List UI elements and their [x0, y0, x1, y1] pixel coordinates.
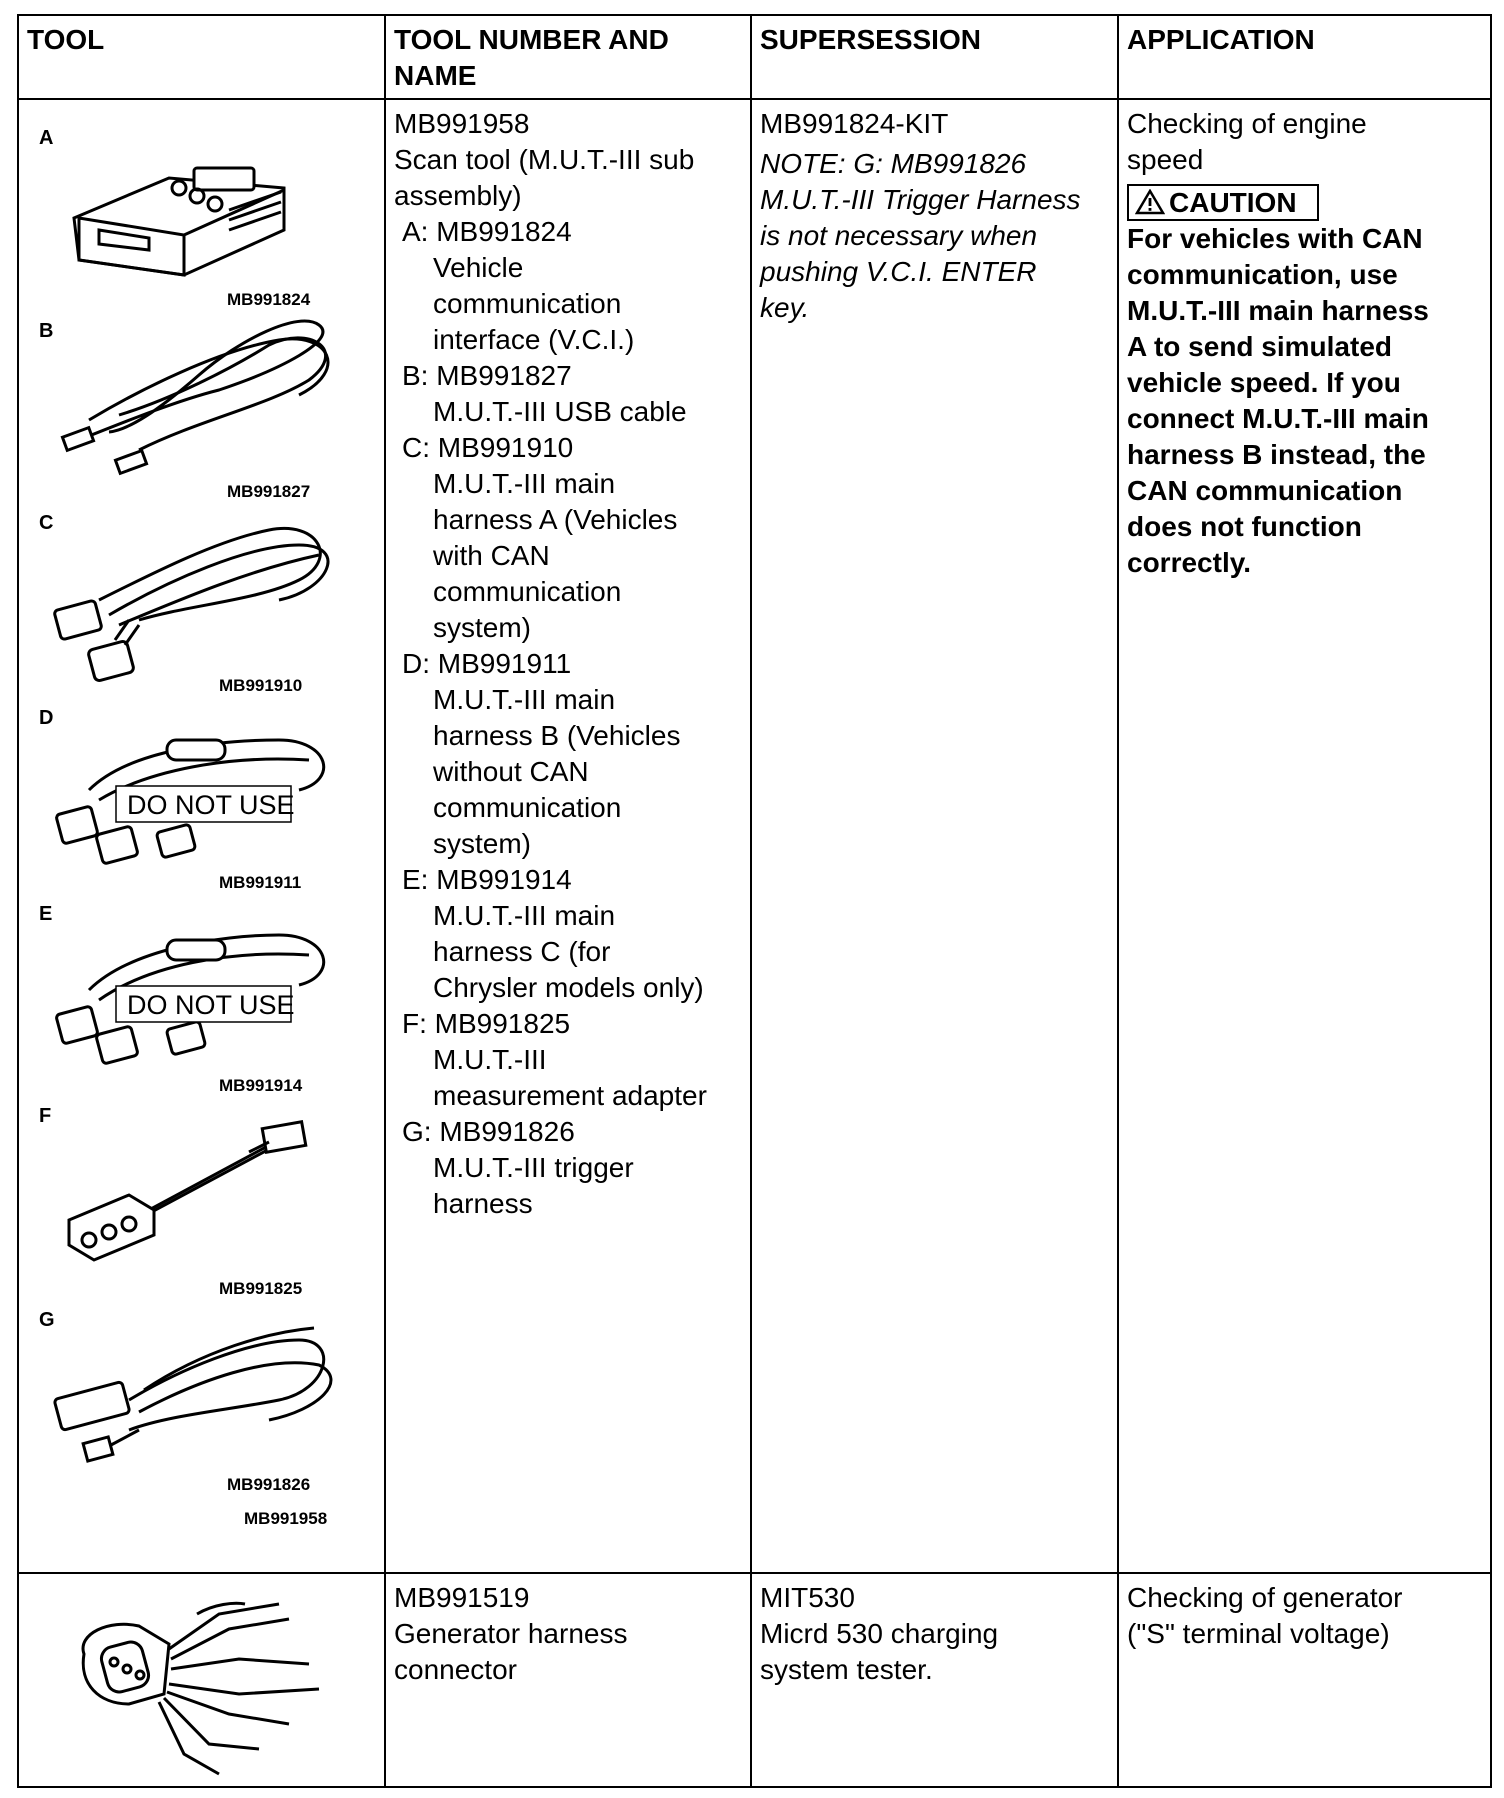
- table-row: [18, 1573, 1491, 1787]
- header-row: [18, 15, 1491, 99]
- main-harness-a-icon: [54, 528, 328, 681]
- header-tool-label: TOOL: [27, 24, 105, 55]
- kit-item-desc: M.U.T.-III USB cable: [433, 396, 687, 427]
- kit-item-desc: system): [433, 828, 531, 859]
- kit-item-head: G: MB991826: [402, 1116, 575, 1147]
- kit-item-desc: M.U.T.-III: [433, 1044, 547, 1075]
- tool-letter: A: [39, 127, 54, 149]
- caution-line: correctly.: [1127, 547, 1251, 578]
- caution-box: [1127, 184, 1319, 221]
- tool-number-cell: [385, 1573, 751, 1787]
- note-line: is not necessary when: [760, 220, 1038, 251]
- supersession-line: system tester.: [760, 1654, 933, 1685]
- kit-item-desc: without CAN: [433, 756, 589, 787]
- kit-item-desc: M.U.T.-III main: [433, 468, 616, 499]
- caution-line: harness B instead, the: [1127, 439, 1426, 470]
- part-number-label: MB991824: [227, 290, 311, 309]
- kit-item-head: C: MB991910: [402, 432, 574, 463]
- part-number-label: MB991910: [219, 676, 303, 695]
- supersession-cell: [751, 1573, 1118, 1787]
- kit-item-desc: harness A (Vehicles: [433, 504, 678, 535]
- part-number-label: MB991958: [244, 1509, 328, 1528]
- scan-tool-kit-illustration: [19, 100, 386, 1566]
- tool-illustration-cell: [18, 99, 385, 1573]
- part-number-label: MB991826: [227, 1475, 311, 1494]
- usb-cable-icon: [62, 321, 328, 473]
- table-row: [18, 99, 1491, 1573]
- kit-item-head: B: MB991827: [402, 360, 572, 391]
- tool-letter: B: [39, 320, 54, 342]
- kit-item-desc: interface (V.C.I.): [433, 324, 635, 355]
- tool-letter: G: [39, 1309, 55, 1331]
- kit-item-desc: communication: [433, 288, 622, 319]
- caution-label: CAUTION: [1169, 187, 1297, 218]
- supersession-line: MIT530: [760, 1582, 855, 1613]
- header-supersession-label: SUPERSESSION: [760, 24, 981, 55]
- kit-item-desc: Chrysler models only): [433, 972, 704, 1003]
- application-line: ("S" terminal voltage): [1127, 1618, 1390, 1649]
- kit-item-head: A: MB991824: [402, 216, 572, 247]
- kit-item-desc: Vehicle: [433, 252, 524, 283]
- application-cell: [1118, 99, 1491, 1573]
- kit-item-desc: M.U.T.-III main: [433, 684, 616, 715]
- header-application: [1118, 15, 1491, 99]
- supersession-number: MB991824-KIT: [760, 108, 949, 139]
- header-tool: [18, 15, 385, 99]
- header-application-label: APPLICATION: [1127, 24, 1315, 55]
- tool-number-cell: [385, 99, 751, 1573]
- part-number-label: MB991825: [219, 1279, 303, 1298]
- tool-name-line: assembly): [394, 180, 522, 211]
- header-tool-number-line2: NAME: [394, 60, 477, 91]
- trigger-harness-icon: [54, 1328, 331, 1461]
- kit-item-desc: harness B (Vehicles: [433, 720, 681, 751]
- do-not-use-label: DO NOT USE: [127, 790, 295, 820]
- kit-item-desc: measurement adapter: [433, 1080, 707, 1111]
- supersession-cell: [751, 99, 1118, 1573]
- note-line: M.U.T.-III Trigger Harness: [760, 184, 1081, 215]
- note-line: key.: [760, 292, 810, 323]
- vci-device-icon: [74, 168, 284, 275]
- note-line: pushing V.C.I. ENTER: [760, 256, 1037, 287]
- kit-item-head: E: MB991914: [402, 864, 572, 895]
- tool-letter: C: [39, 512, 54, 534]
- caution-line: A to send simulated: [1127, 331, 1393, 362]
- caution-line: communication, use: [1127, 259, 1398, 290]
- application-cell: [1118, 1573, 1491, 1787]
- kit-item-desc: with CAN: [433, 540, 550, 571]
- caution-line: vehicle speed. If you: [1127, 367, 1401, 398]
- part-number-label: MB991914: [219, 1076, 303, 1095]
- tool-letter: D: [39, 707, 54, 729]
- kit-item-desc: M.U.T.-III main: [433, 900, 616, 931]
- kit-item-desc: harness: [433, 1188, 533, 1219]
- note-line: NOTE: G: MB991826: [760, 148, 1027, 179]
- kit-item-desc: communication: [433, 576, 622, 607]
- kit-item-head: F: MB991825: [402, 1008, 571, 1039]
- kit-item-desc: harness C (for: [433, 936, 611, 967]
- generator-harness-connector-icon: [19, 1574, 386, 1776]
- caution-line: does not function: [1127, 511, 1362, 542]
- part-number-label: MB991911: [219, 873, 302, 892]
- caution-line: connect M.U.T.-III main: [1127, 403, 1429, 434]
- caution-line: For vehicles with CAN: [1127, 223, 1423, 254]
- application-line: speed: [1127, 144, 1204, 175]
- kit-item-desc: communication: [433, 792, 622, 823]
- tool-letter: E: [39, 903, 53, 925]
- kit-item-desc: M.U.T.-III trigger: [433, 1152, 634, 1183]
- measurement-adapter-icon: [69, 1122, 306, 1260]
- special-tools-table: [17, 14, 1492, 1788]
- tool-name-line: Scan tool (M.U.T.-III sub: [394, 144, 695, 175]
- tool-number: MB991958: [394, 108, 530, 139]
- application-line: Checking of engine: [1127, 108, 1367, 139]
- tool-name-line: connector: [394, 1654, 517, 1685]
- caution-line: CAN communication: [1127, 475, 1403, 506]
- warning-triangle-icon: [1135, 189, 1165, 215]
- kit-item-head: D: MB991911: [402, 648, 572, 679]
- caution-line: M.U.T.-III main harness: [1127, 295, 1429, 326]
- note-block: [760, 146, 1109, 326]
- application-line: Checking of generator: [1127, 1582, 1403, 1613]
- header-supersession: [751, 15, 1118, 99]
- tool-number: MB991519: [394, 1582, 530, 1613]
- kit-item-desc: system): [433, 612, 531, 643]
- tool-letter: F: [39, 1105, 52, 1127]
- do-not-use-label: DO NOT USE: [127, 990, 295, 1020]
- tool-illustration-cell: [18, 1573, 385, 1787]
- header-tool-number: [385, 15, 751, 99]
- header-tool-number-line1: TOOL NUMBER AND: [394, 24, 669, 55]
- part-number-label: MB991827: [227, 482, 311, 501]
- tool-name-line: Generator harness: [394, 1618, 628, 1649]
- supersession-line: Micrd 530 charging: [760, 1618, 999, 1649]
